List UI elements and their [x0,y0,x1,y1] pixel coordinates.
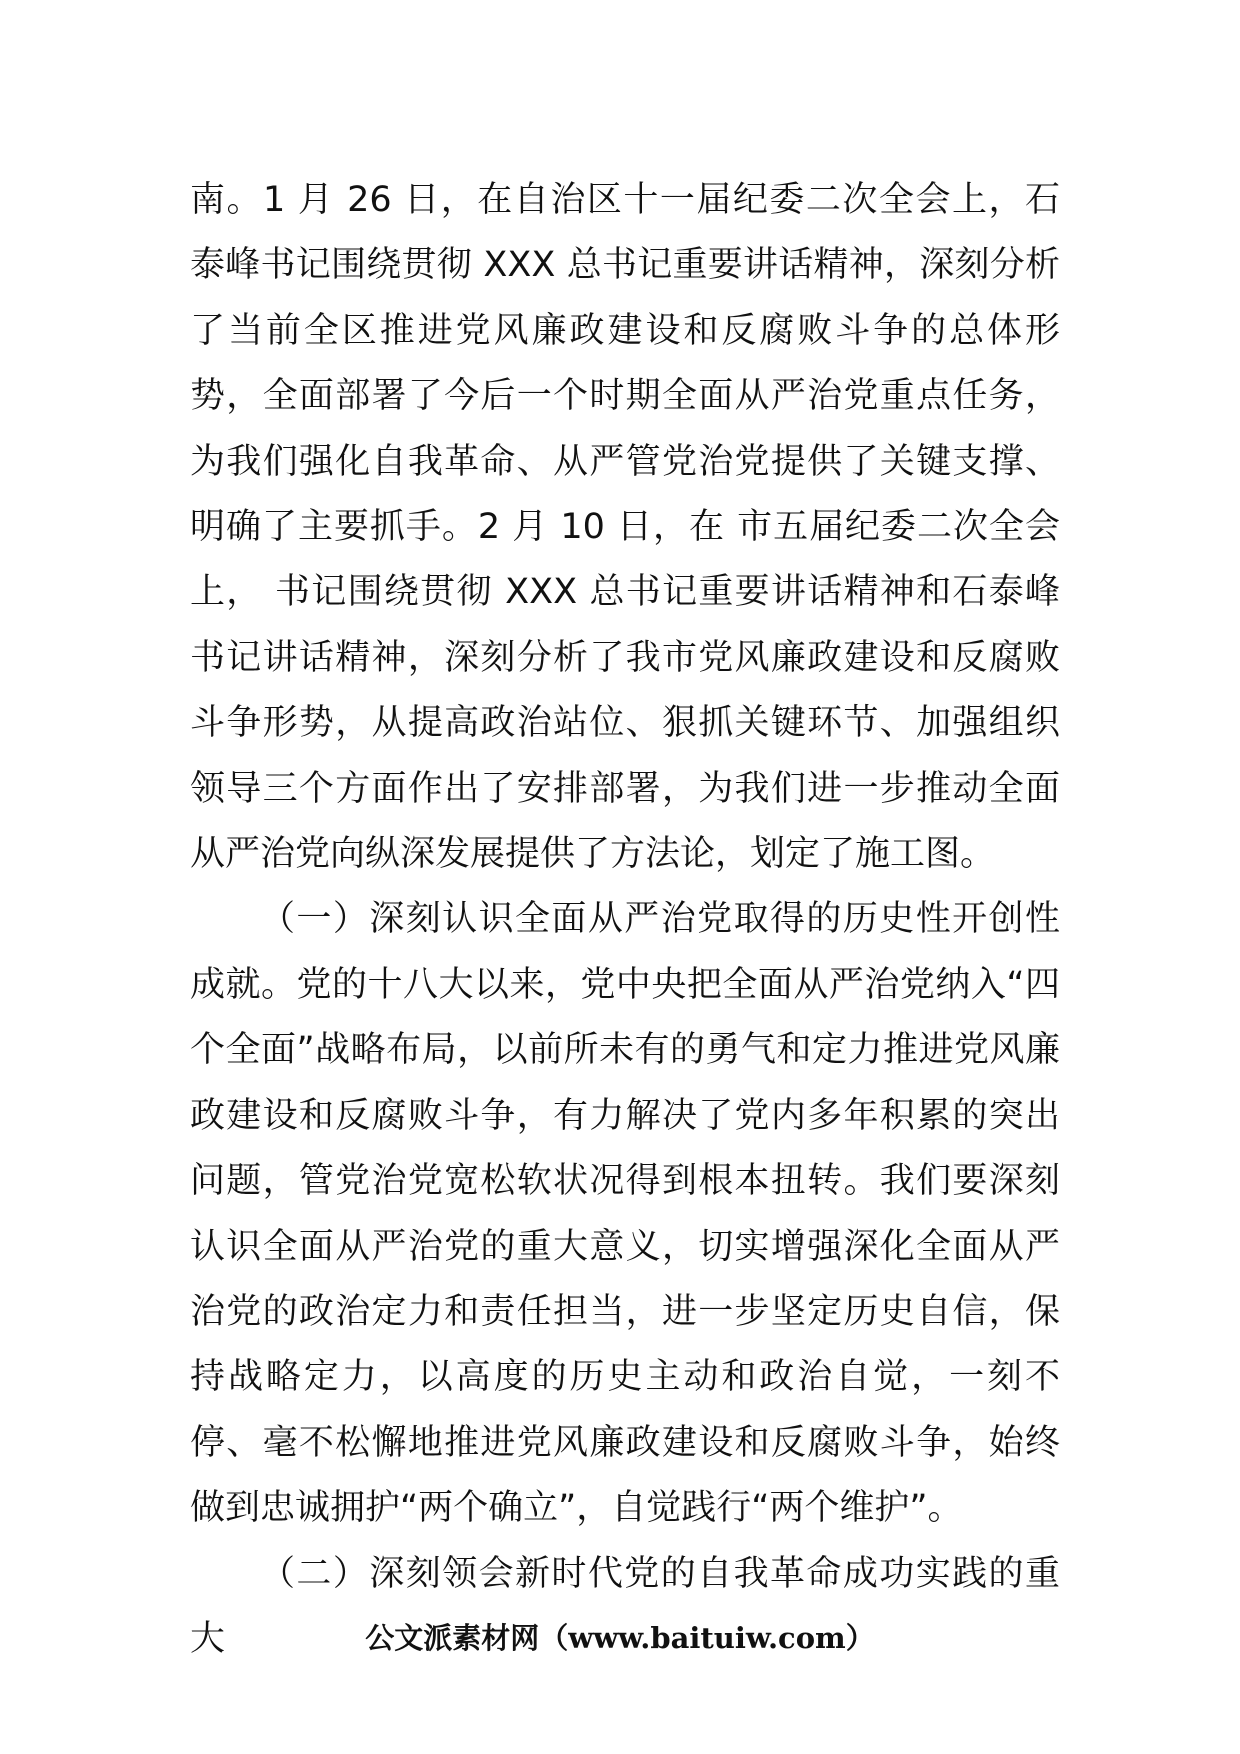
paragraph-section-two: （二）深刻领会新时代党的自我革命成功实践的重大 [190,1553,1060,1659]
footer-watermark: 公文派素材网（www.baituiw.com） [365,1621,875,1655]
body-text [190,168,1060,1672]
paragraph-section-one: （一）深刻认识全面从严治党取得的历史性开创性成就。党的十八大以来，党中央把全面从严治党纳入“四个全面”战略布局，以前所未有的勇气和定力推进党风廉政建设和反腐败斗争，有力解决了党内多年积累的突出问题，管党治党宽松软状况得到根本扭转。我们要深刻认识全面从严治党的重大意义，切实增强深化全面从严治党的政治定力和责任担当，进一步坚定历史自信，保持战略定力，以高度的历史主动和政治自觉，一刻不停、毫不松懈地推进党风廉政建设和反腐败斗争，始终做到忠诚拥护“两个确立”，自觉践行“两个维护”。 [190,899,1060,1529]
paragraph-continuation: 南。1 月 26 日，在自治区十一届纪委二次全会上，石泰峰书记围绕贯彻 XXX 总书记重要讲话精神，深刻分析了当前全区推进党风廉政建设和反腐败斗争的总体形势，全面部署了今后一个时期全面从严治党重点任务，为我们强化自我革命、从严管党治党提供了关键支撑、明确了主要抓手。2 月 10 日，在 市五届纪委二次全会上， 书记围绕贯彻 XXX 总书记重要讲话精神和石泰峰书记讲话精神，深刻分析了我市党风廉政建设和反腐败斗争形势，从提高政治站位、狠抓关键环节、加强组织领导三个方面作出了安排部署，为我们进一步推动全面从严治党向纵深发展提供了方法论，划定了施工图。 [190,180,1060,875]
